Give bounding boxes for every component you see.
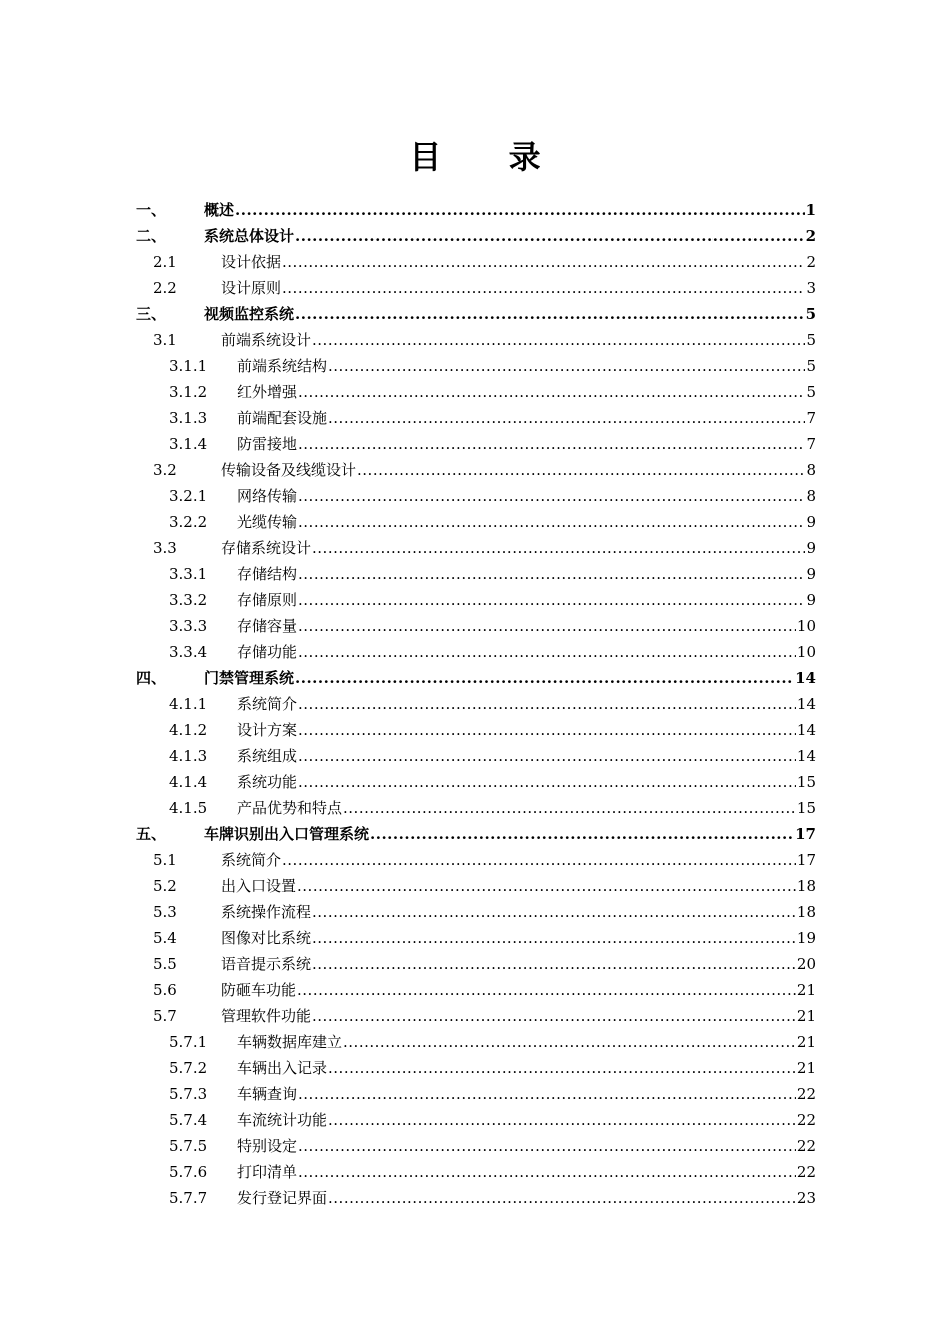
toc-dot-leader [298, 1081, 796, 1107]
toc-dot-leader [328, 1107, 796, 1133]
toc-entry-title: 存储结构 [237, 565, 298, 583]
toc-entry-number: 5.4 [153, 929, 177, 947]
toc-entry-title: 车流统计功能 [237, 1111, 328, 1129]
toc-entry[interactable] [136, 197, 816, 223]
toc-entry-page: 21 [796, 1007, 816, 1025]
toc-entry[interactable] [136, 1003, 816, 1029]
toc-entry-number: 4.1.2 [169, 721, 208, 739]
toc-entry-title: 概述 [204, 201, 235, 219]
toc-entry-page: 18 [796, 903, 816, 921]
toc-entry[interactable] [136, 353, 816, 379]
toc-entry-number: 5.6 [153, 981, 177, 999]
toc-entry-page: 17 [796, 851, 816, 869]
toc-entry-number: 5.7.2 [169, 1059, 208, 1077]
toc-dot-leader [298, 561, 805, 587]
toc-entry-page: 10 [796, 643, 816, 661]
toc-dot-leader [328, 405, 805, 431]
toc-entry-page: 2 [805, 227, 816, 245]
toc-entry-page: 5 [806, 331, 816, 349]
toc-entry-page: 22 [796, 1163, 816, 1181]
toc-entry-page: 21 [796, 1059, 816, 1077]
toc-entry-page: 20 [796, 955, 816, 973]
toc-dot-leader [328, 1055, 796, 1081]
toc-entry-title: 管理软件功能 [221, 1007, 312, 1025]
toc-entry[interactable] [136, 535, 816, 561]
toc-entry-number: 5.2 [153, 877, 177, 895]
toc-entry-title: 车辆数据库建立 [237, 1033, 343, 1051]
toc-entry-number: 二、 [136, 227, 167, 245]
toc-entry-page: 9 [806, 591, 816, 609]
toc-entry[interactable] [136, 691, 816, 717]
toc-dot-leader [298, 769, 796, 795]
toc-entry-number: 4.1.5 [169, 799, 208, 817]
toc-entry[interactable] [136, 873, 816, 899]
toc-entry[interactable] [136, 1133, 816, 1159]
toc-entry-page: 17 [795, 825, 816, 843]
toc-entry[interactable] [136, 587, 816, 613]
toc-entry-number: 5.7.5 [169, 1137, 208, 1155]
toc-entry-title: 防砸车功能 [221, 981, 297, 999]
toc-dot-leader [328, 353, 805, 379]
toc-dot-leader [343, 1029, 796, 1055]
toc-dot-leader [298, 717, 796, 743]
toc-entry-page: 9 [806, 565, 816, 583]
toc-entry-number: 3.3.3 [169, 617, 208, 635]
toc-entry[interactable] [136, 743, 816, 769]
toc-entry-number: 五、 [136, 825, 167, 843]
toc-entry[interactable] [136, 977, 816, 1003]
toc-entry-title: 传输设备及线缆设计 [221, 461, 357, 479]
toc-entry[interactable] [136, 301, 816, 327]
toc-entry-number: 5.7.3 [169, 1085, 208, 1103]
toc-entry-number: 5.7.7 [169, 1189, 208, 1207]
toc-entry-title: 打印清单 [237, 1163, 298, 1181]
toc-entry[interactable] [136, 1107, 816, 1133]
toc-entry-page: 23 [796, 1189, 816, 1207]
toc-entry-number: 3.1.3 [169, 409, 208, 427]
toc-entry[interactable] [136, 717, 816, 743]
toc-entry-page: 7 [806, 435, 816, 453]
toc-entry-page: 21 [796, 981, 816, 999]
toc-entry-number: 3.3 [153, 539, 177, 557]
toc-entry-title: 特别设定 [237, 1137, 298, 1155]
toc-dot-leader [298, 1159, 796, 1185]
toc-entry-number: 三、 [136, 305, 167, 323]
toc-dot-leader [298, 587, 805, 613]
toc-dot-leader [312, 925, 796, 951]
toc-entry-title: 设计方案 [237, 721, 298, 739]
toc-entry-number: 4.1.1 [169, 695, 208, 713]
toc-entry[interactable] [136, 769, 816, 795]
toc-entry[interactable] [136, 405, 816, 431]
toc-entry-number: 5.1 [153, 851, 177, 869]
toc-entry-title: 视频监控系统 [204, 305, 295, 323]
toc-entry[interactable] [136, 379, 816, 405]
toc-entry-title: 图像对比系统 [221, 929, 312, 947]
toc-entry-number: 四、 [136, 669, 167, 687]
toc-entry-title: 前端系统设计 [221, 331, 312, 349]
toc-dot-leader [282, 275, 805, 301]
toc-entry-number: 4.1.4 [169, 773, 208, 791]
toc-entry-number: 5.7.1 [169, 1033, 208, 1051]
toc-entry-title: 发行登记界面 [237, 1189, 328, 1207]
toc-dot-leader [357, 457, 805, 483]
toc-entry-page: 18 [796, 877, 816, 895]
toc-dot-leader [298, 431, 805, 457]
toc-dot-leader [282, 847, 796, 873]
toc-dot-leader [298, 691, 796, 717]
toc-entry[interactable] [136, 899, 816, 925]
toc-entry-page: 2 [806, 253, 816, 271]
toc-entry-page: 15 [796, 799, 816, 817]
toc-entry[interactable] [136, 795, 816, 821]
toc-entry[interactable] [136, 1159, 816, 1185]
toc-entry-number: 3.2.1 [169, 487, 208, 505]
toc-entry[interactable] [136, 665, 816, 691]
toc-entry-page: 5 [806, 357, 816, 375]
toc-entry-title: 门禁管理系统 [204, 669, 295, 687]
toc-entry[interactable] [136, 951, 816, 977]
toc-dot-leader [298, 613, 796, 639]
toc-dot-leader [298, 509, 805, 535]
toc-dot-leader [297, 977, 796, 1003]
toc-entry-title: 语音提示系统 [221, 955, 312, 973]
toc-entry-page: 1 [805, 201, 816, 219]
toc-entry-page: 9 [806, 513, 816, 531]
toc-entry[interactable] [136, 925, 816, 951]
toc-entry-page: 14 [796, 721, 816, 739]
toc-entry-page: 22 [796, 1111, 816, 1129]
toc-entry[interactable] [136, 1081, 816, 1107]
toc-entry-title: 系统功能 [237, 773, 298, 791]
toc-entry-number: 一、 [136, 201, 167, 219]
toc-entry[interactable] [136, 561, 816, 587]
toc-entry-number: 3.1.2 [169, 383, 208, 401]
toc-dot-leader [312, 327, 805, 353]
toc-entry-number: 3.1.4 [169, 435, 208, 453]
toc-entry-title: 系统组成 [237, 747, 298, 765]
toc-entry-page: 22 [796, 1137, 816, 1155]
toc-entry-number: 5.3 [153, 903, 177, 921]
toc-entry-number: 3.3.2 [169, 591, 208, 609]
toc-entry-number: 3.2.2 [169, 513, 208, 531]
toc-entry-title: 车辆查询 [237, 1085, 298, 1103]
toc-entry-number: 4.1.3 [169, 747, 208, 765]
toc-dot-leader [235, 197, 805, 223]
toc-entry-number: 2.2 [153, 279, 177, 297]
toc-entry-title: 系统简介 [237, 695, 298, 713]
toc-dot-leader [295, 665, 794, 691]
toc-entry-title: 防雷接地 [237, 435, 298, 453]
toc-entry-page: 22 [796, 1085, 816, 1103]
toc-entry-title: 存储原则 [237, 591, 298, 609]
toc-dot-leader [298, 483, 805, 509]
toc-dot-leader [312, 1003, 796, 1029]
toc-entry-page: 7 [806, 409, 816, 427]
toc-entry-title: 存储系统设计 [221, 539, 312, 557]
toc-entry-title: 出入口设置 [221, 877, 297, 895]
toc-entry[interactable] [136, 457, 816, 483]
table-of-contents [136, 197, 816, 1211]
toc-entry-title: 车辆出入记录 [237, 1059, 328, 1077]
toc-entry[interactable] [136, 821, 816, 847]
toc-entry[interactable] [136, 223, 816, 249]
toc-entry-number: 5.7.6 [169, 1163, 208, 1181]
toc-dot-leader [297, 873, 796, 899]
toc-entry-number: 3.1.1 [169, 357, 208, 375]
toc-dot-leader [328, 1185, 796, 1211]
toc-entry-title: 存储功能 [237, 643, 298, 661]
toc-entry-page: 5 [805, 305, 816, 323]
toc-dot-leader [312, 951, 796, 977]
toc-entry-number: 2.1 [153, 253, 177, 271]
toc-entry-title: 车牌识别出入口管理系统 [204, 825, 370, 843]
toc-dot-leader [370, 821, 794, 847]
toc-entry-page: 15 [796, 773, 816, 791]
toc-entry-number: 5.7 [153, 1007, 177, 1025]
toc-dot-leader [282, 249, 805, 275]
toc-entry-title: 系统总体设计 [204, 227, 295, 245]
toc-entry-title: 前端系统结构 [237, 357, 328, 375]
toc-dot-leader [298, 743, 796, 769]
toc-dot-leader [298, 639, 796, 665]
toc-entry-title: 存储容量 [237, 617, 298, 635]
toc-entry-title: 系统操作流程 [221, 903, 312, 921]
toc-entry-title: 红外增强 [237, 383, 298, 401]
toc-entry[interactable] [136, 249, 816, 275]
toc-entry-title: 设计依据 [221, 253, 282, 271]
toc-entry[interactable] [136, 275, 816, 301]
toc-entry[interactable] [136, 431, 816, 457]
toc-entry-number: 3.3.4 [169, 643, 208, 661]
toc-dot-leader [298, 1133, 796, 1159]
toc-entry[interactable] [136, 509, 816, 535]
toc-entry-title: 系统简介 [221, 851, 282, 869]
toc-dot-leader [295, 223, 805, 249]
toc-entry[interactable] [136, 1185, 816, 1211]
toc-dot-leader [298, 379, 805, 405]
toc-entry-title: 设计原则 [221, 279, 282, 297]
toc-entry-page: 3 [806, 279, 816, 297]
toc-entry-number: 3.3.1 [169, 565, 208, 583]
toc-entry-title: 产品优势和特点 [237, 799, 343, 817]
toc-entry-page: 14 [795, 669, 816, 687]
toc-entry-number: 5.7.4 [169, 1111, 208, 1129]
toc-entry-page: 19 [796, 929, 816, 947]
toc-entry-number: 3.2 [153, 461, 177, 479]
toc-entry-page: 5 [806, 383, 816, 401]
toc-entry-page: 9 [806, 539, 816, 557]
toc-entry-page: 21 [796, 1033, 816, 1051]
toc-entry[interactable] [136, 847, 816, 873]
toc-entry-page: 8 [806, 487, 816, 505]
toc-dot-leader [343, 795, 796, 821]
toc-entry-title: 光缆传输 [237, 513, 298, 531]
toc-entry-title: 前端配套设施 [237, 409, 328, 427]
toc-entry[interactable] [136, 1029, 816, 1055]
toc-entry-page: 8 [806, 461, 816, 479]
toc-dot-leader [312, 899, 796, 925]
toc-entry-number: 5.5 [153, 955, 177, 973]
toc-entry[interactable] [136, 1055, 816, 1081]
toc-entry[interactable] [136, 613, 816, 639]
toc-entry[interactable] [136, 327, 816, 353]
toc-dot-leader [312, 535, 805, 561]
toc-entry-page: 14 [796, 747, 816, 765]
toc-entry-title: 网络传输 [237, 487, 298, 505]
toc-entry[interactable] [136, 483, 816, 509]
toc-entry-number: 3.1 [153, 331, 177, 349]
toc-entry-page: 10 [796, 617, 816, 635]
toc-entry[interactable] [136, 639, 816, 665]
toc-dot-leader [295, 301, 805, 327]
toc-entry-page: 14 [796, 695, 816, 713]
page-title: 目 录 [409, 138, 569, 176]
